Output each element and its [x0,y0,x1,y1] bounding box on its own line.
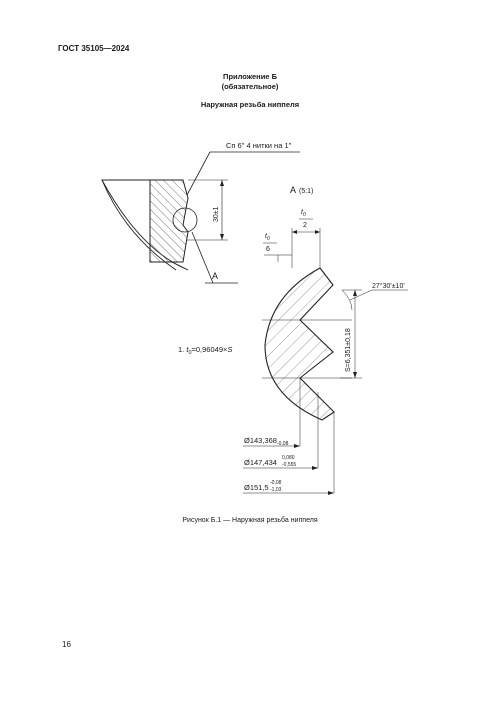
section-title: Наружная резьба ниппеля [200,100,300,109]
nipple-section-view [102,141,300,283]
diameter-1: $Ø143,368_{-0,08}$ [244,436,289,447]
t0-half-num: $t_0$ [301,209,306,218]
thread-profile [265,268,334,420]
detail-a-view [178,185,408,495]
annex-status: (обязательное) [221,82,279,91]
t0-sixth-num: $t_0$ [265,233,270,242]
section-label-a: А [212,271,219,281]
figure-caption: Рисунок Б.1 — Наружная резьба ниппеля [182,517,318,524]
t0-sixth-den: 6 [266,246,270,253]
dim-30-label: 30±1 [213,206,220,222]
diameter-3: Ø151,5 [244,483,269,492]
diameter-2: Ø147,434 [244,458,277,467]
diameter-2-lower: -0,555 [282,462,297,468]
detail-scale: (5:1) [299,188,314,195]
angle-label: 27°30'±10' [372,283,405,290]
hatched-wall [150,180,188,262]
t0-half-den: 2 [303,222,307,229]
annex-title: Приложение Б [223,72,277,81]
diameter-2-upper: 0,080 [282,455,295,461]
detail-label: А [290,185,297,195]
pitch-dim-label: S=6,351±0,18 [345,328,352,372]
thread-callout: Сп 6" 4 нитки на 1" [226,141,292,150]
diameter-3-upper: -0,08 [270,480,282,486]
diameter-3-lower: -1,03 [270,487,282,493]
document-code: ГОСТ 35105—2024 [58,44,130,53]
page-number: 16 [62,640,71,649]
pitch-note: 1. $t_0=0,96049\times S$ [178,345,233,356]
